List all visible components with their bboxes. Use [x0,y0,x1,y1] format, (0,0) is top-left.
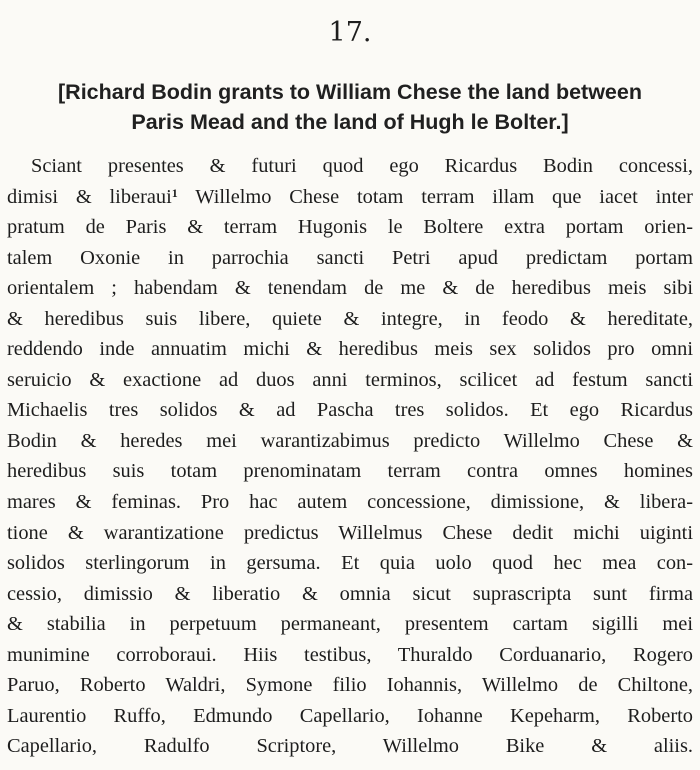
body-line: Sciant presentes & futuri quod ego Ricardus Bodin concessi, [31,155,693,177]
body-line: Laurentio Ruffo, Edmundo Capellario, Iohanne Kepeharm, Roberto [7,704,693,727]
body-line: orientalem ; habendam & tenendam de me & de heredibus meis sibi [7,277,693,300]
body-line: Michaelis tres solidos & ad Pascha tres solidos. Et ego Ricardus [7,399,693,422]
body-line: reddendo inde annuatim michi & heredibus meis sex solidos pro omni [7,338,693,361]
body-line [7,762,693,770]
charter-heading [4,77,696,137]
body-line: & stabilia in perpetuum permaneant, presentem cartam sigilli mei [7,613,693,636]
body-line-segment: dimisi & liberaui [7,185,172,208]
charter-body [7,151,693,770]
body-line: cessio, dimissio & liberatio & omnia sicut suprascripta sunt firma [7,582,693,605]
footnote-marker: 1 [171,185,178,200]
body-line-segment: Willelmo Chese totam terram illam que iacet inter [195,185,693,208]
body-line: solidos sterlingorum in gersuma. Et quia uolo quod hec mea con- [7,552,693,575]
heading-line-2: Paris Mead and the land of Hugh le Bolter.] [131,110,569,134]
body-line: Bodin & heredes mei warantizabimus predicto Willelmo Chese & [7,429,693,452]
body-line [7,182,693,213]
body-line: Capellario, Radulfo Scriptore, Willelmo Bike & aliis. [7,735,693,758]
heading-line-1: [Richard Bodin grants to William Chese the land between [58,80,642,104]
body-line: & heredibus suis libere, quiete & integre, in feodo & hereditate, [7,307,693,330]
body-line: mares & feminas. Pro hac autem concessione, dimissione, & libera- [7,491,693,514]
body-line: seruicio & exactione ad duos anni terminos, scilicet ad festum sancti [7,368,693,391]
body-line: munimine corroboraui. Hiis testibus, Thuraldo Corduanario, Rogero [7,643,693,666]
body-line: pratum de Paris & terram Hugonis le Boltere extra portam orien- [7,216,693,239]
body-line: tione & warantizatione predictus Willelmus Chese dedit michi uiginti [7,521,693,544]
body-line: talem Oxonie in parrochia sancti Petri apud predictam portam [7,246,693,269]
charter-number: 17. [328,17,372,48]
body-line: Paruo, Roberto Waldri, Symone filio Iohannis, Willelmo de Chiltone, [7,674,693,697]
body-line: heredibus suis totam prenominatam terram contra omnes homines [7,460,693,483]
